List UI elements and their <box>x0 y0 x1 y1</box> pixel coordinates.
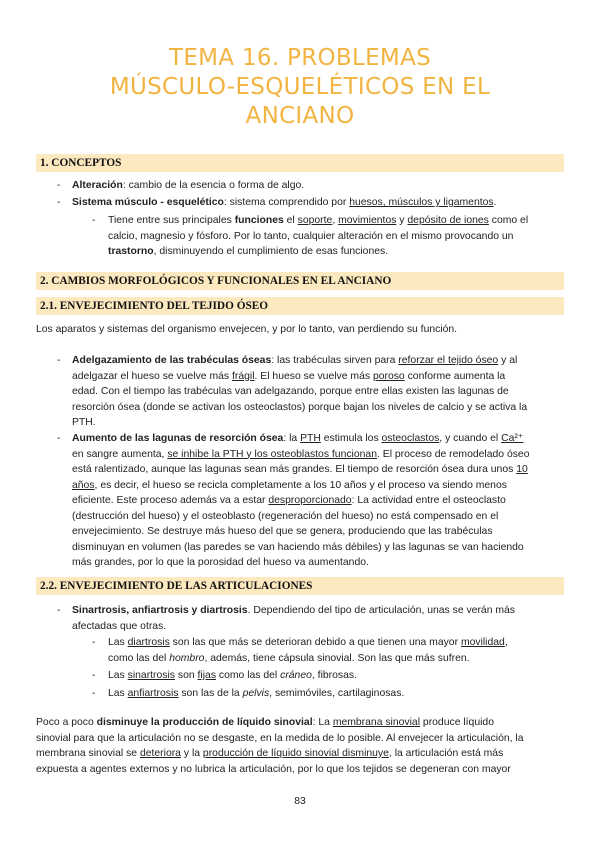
title-line-2: MÚSCULO-ESQUELÉTICOS EN EL <box>109 74 491 100</box>
articulaciones-bullet-tipos: Sinartrosis, anfiartrosis y diartrosis. Dependiendo del tipo de articulación, unas se verán más afectadas que otras. <box>72 605 515 632</box>
bullet-dash: - <box>92 637 96 648</box>
bullet-dash: - <box>57 433 61 444</box>
oseo-intro: Los aparatos y sistemas del organismo envejecen, y por lo tanto, van perdiendo su función. <box>36 324 458 335</box>
articulaciones-sub-sinartrosis: Las sinartrosis son fijas como las del cráneo, fibrosas. <box>108 670 357 681</box>
articulaciones-sub-anfiartrosis: Las anfiartrosis son las de la pelvis, semimóviles, cartilaginosas. <box>108 688 405 699</box>
bullet-dash: - <box>57 605 61 616</box>
section-heading-tejido-oseo: 2.1. ENVEJECIMIENTO DEL TEJIDO ÓSEO <box>36 297 564 315</box>
oseo-bullet-lagunas: Aumento de las lagunas de resorción ósea: la PTH estimula los osteoclastos, y cuando el Ca²⁺ en sangre aumenta, se inhibe la PTH y los osteoblastos funcionan. El proceso de remodelado óseo está ralentizado, aunque las lagunas sean más grandes. El tiempo de resorción ósea dura unos 10 años, es decir, el hueso se recicla completamente a los 10 años y el proceso va siendo menos eficiente. Este proceso además va a estar desproporcionado: La actividad entre el osteoclasto (destrucción del hueso) y el osteoblasto (regeneración del hueso) no está compensado en el envejecimiento. Se destruye más hueso del que se genera, produciendo que las trabéculas disminuyan en volumen (las paredes se van haciendo más débiles) y las lagunas se van haciendo más grandes, por lo que la porosidad del hueso va aumentando. <box>72 433 530 568</box>
bullet-dash: - <box>92 688 96 699</box>
oseo-bullet-adelgazamiento: Adelgazamiento de las trabéculas óseas: las trabéculas sirven para reforzar el tejido óseo y al adelgazar el hueso se vuelve más frágil. El hueso se vuelve más poroso conforme aumenta la edad. Con el tiempo las trabéculas van adelgazando, porque entre ellas existen las lagunas de resorción ósea (donde se activan los osteoclastos) porque bajan los niveles de calcio y se activa la PTH. <box>72 355 528 428</box>
bullet-dash: - <box>92 215 96 226</box>
bullet-dash: - <box>92 670 96 681</box>
bullet-dash: - <box>57 355 61 366</box>
articulaciones-sub-diartrosis: Las diartrosis son las que más se deterioran debido a que tienen una mayor movilidad, como las del hombro, además, tiene cápsula sinovial. Son las que más sufren. <box>108 637 508 664</box>
page-number: 83 <box>294 796 306 807</box>
section-heading-articulaciones: 2.2. ENVEJECIMIENTO DE LAS ARTICULACIONES <box>36 577 564 595</box>
page-title <box>0 44 600 131</box>
title-line-3: ANCIANO <box>245 103 355 129</box>
concept-sistema: Sistema músculo - esquelético: sistema comprendido por huesos, músculos y ligamentos. <box>72 197 497 208</box>
bullet-dash: - <box>57 197 61 208</box>
title-line-1: TEMA 16. PROBLEMAS <box>168 45 432 71</box>
section-heading-cambios: 2. CAMBIOS MORFOLÓGICOS Y FUNCIONALES EN EL ANCIANO <box>36 272 564 290</box>
concept-alteracion: Alteración: cambio de la esencia o forma de algo. <box>72 180 305 191</box>
articulaciones-paragraph-liquido-sinovial: Poco a poco disminuye la producción de líquido sinovial: La membrana sinovial produce líquido sinovial para que la articulación no se desgaste, en la medida de lo posible. Al envejecer la articulación, la membrana sinovial se deteriora y la producción de líquido sinovial disminuye, la articulación está más expuesta a agentes externos y no lubrica la articulación, por lo que los tejidos se degeneran con mayor <box>36 717 524 775</box>
concept-sub-funciones: Tiene entre sus principales funciones el soporte, movimientos y depósito de iones como el calcio, magnesio y fósforo. Por lo tanto, cualquier alteración en el mismo provocando un trastorno, disminuyendo el cumplimiento de esas funciones. <box>108 215 529 257</box>
bullet-dash: - <box>57 180 61 191</box>
section-heading-conceptos: 1. CONCEPTOS <box>36 154 564 172</box>
